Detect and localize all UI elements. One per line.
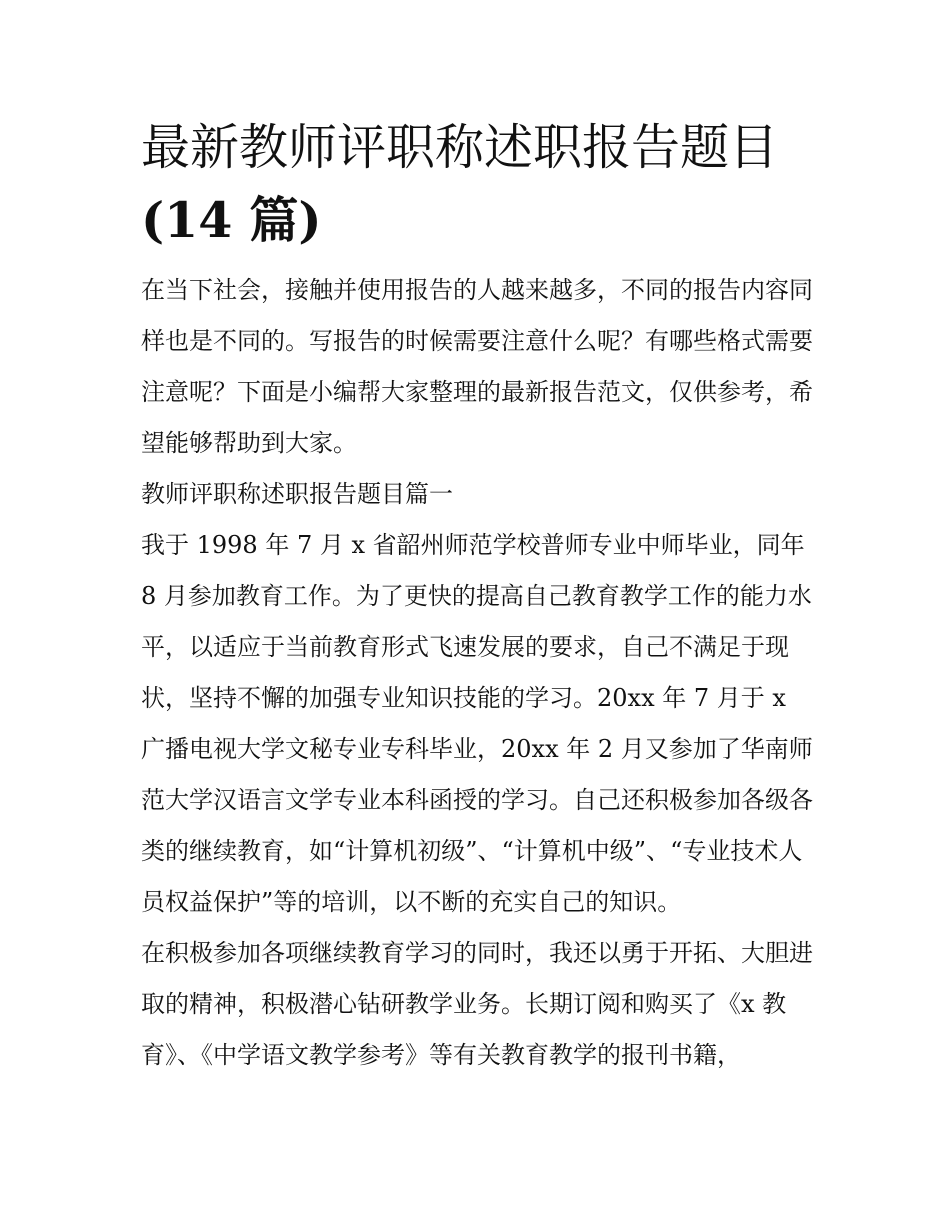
intro-paragraph: 在当下社会，接触并使用报告的人越来越多，不同的报告内容同样也是不同的。写报告的时候需要注意什么呢？有哪些格式需要注意呢？下面是小编帮大家整理的最新报告范文，仅供参考，希望能够帮助到大家。: [141, 276, 813, 457]
document-title: [141, 112, 813, 257]
document-page: [141, 112, 813, 1081]
title-main: 最新教师评职称述职报告题目: [141, 119, 779, 176]
title-count: (14 篇): [141, 191, 322, 249]
body-paragraph: 我于 1998 年 7 月 x 省韶州师范学校普师专业中师毕业，同年 8 月参加教育工作。为了更快的提高自己教育教学工作的能力水平，以适应于当前教育形式飞速发展的要求，自己不满足于现状，坚持不懈的加强专业知识技能的学习。20xx 年 7 月于 x 广播电视大学文秘专业专科毕业，20xx 年 2 月又参加了华南师范大学汉语言文学专业本科函授的学习。自己还积极参加各级各类的继续教育，如“计算机初级”、“计算机中级”、“专业技术人员权益保护”等的培训，以不断的充实自己的知识。: [141, 531, 813, 916]
body-paragraph: 在积极参加各项继续教育学习的同时，我还以勇于开拓、大胆进取的精神，积极潜心钻研教学业务。长期订阅和购买了《x 教育》、《中学语文教学参考》等有关教育教学的报刊书籍，: [141, 939, 813, 1069]
section-heading: 教师评职称述职报告题目篇一: [141, 480, 453, 508]
